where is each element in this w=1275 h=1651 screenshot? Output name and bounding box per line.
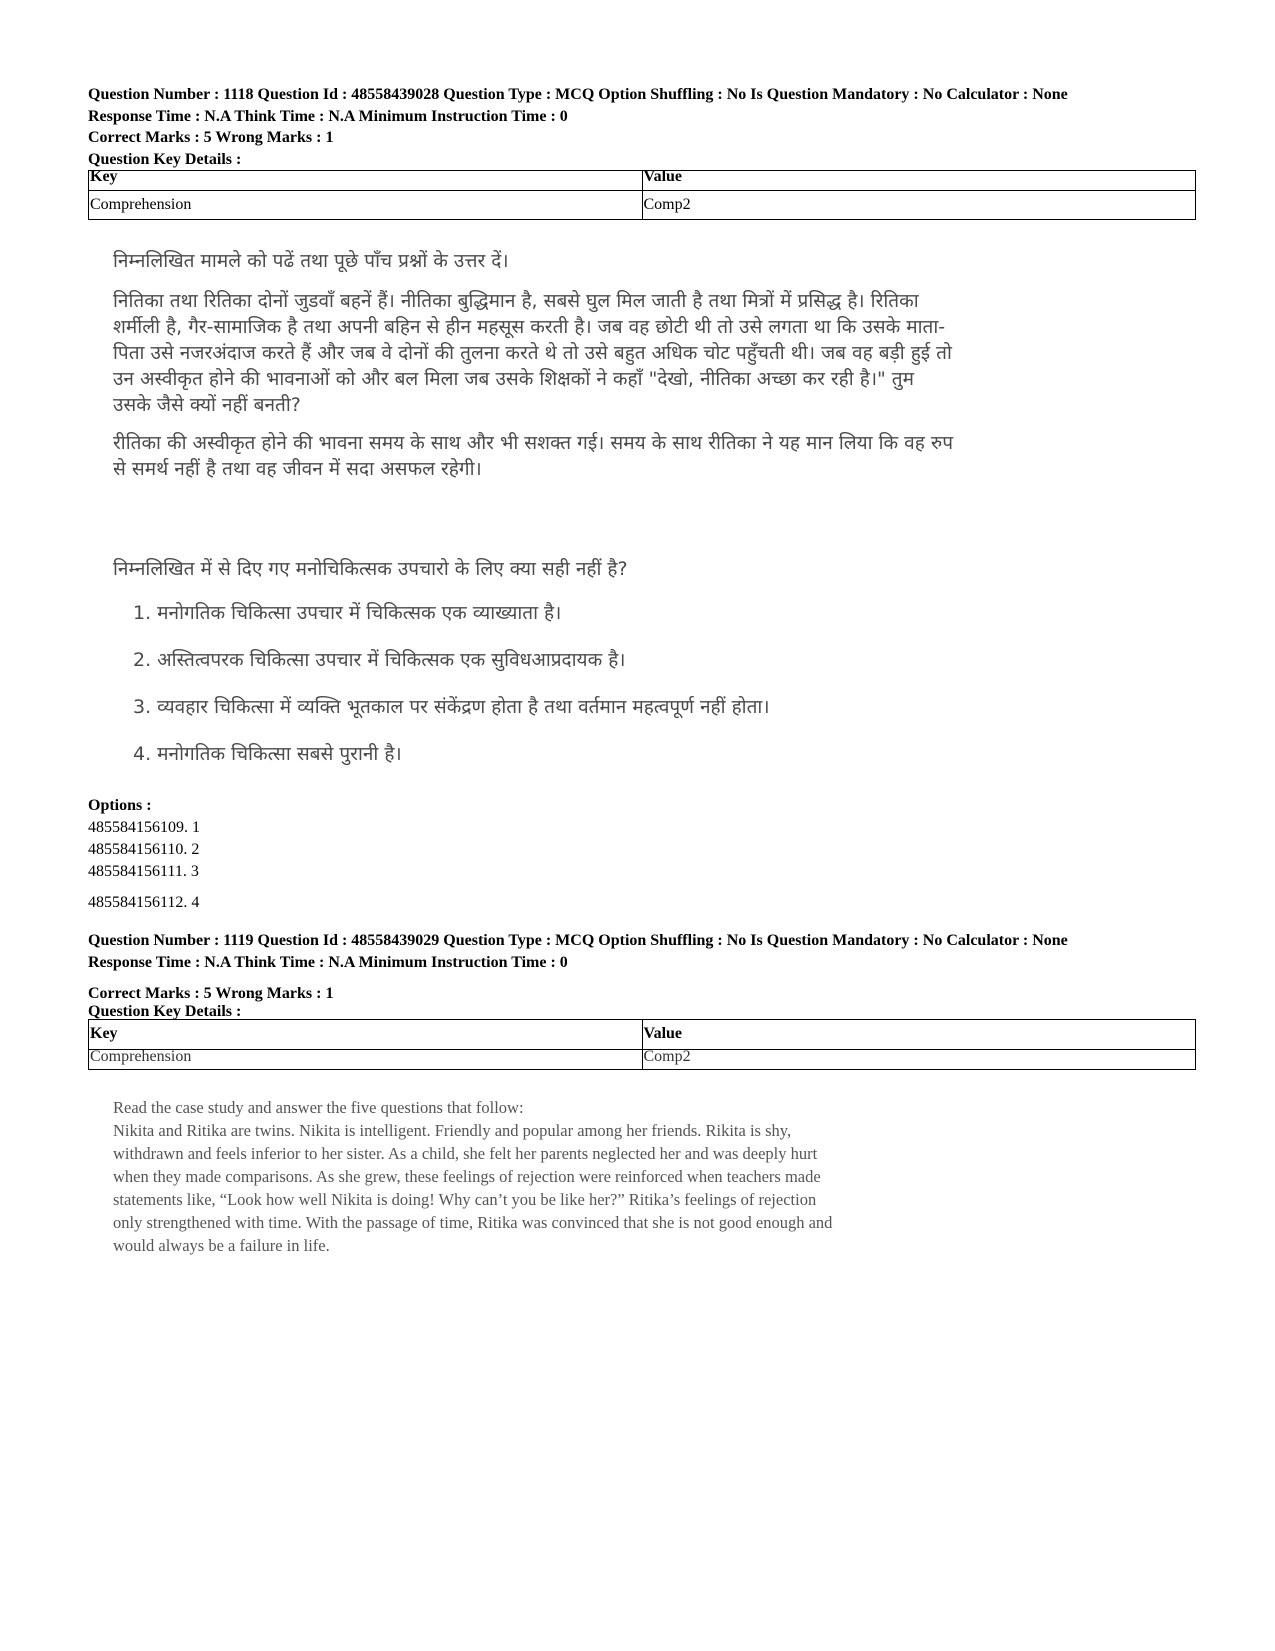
question-marks: Correct Marks : 5 Wrong Marks : 1 [88, 129, 334, 146]
table-cell-value: Comp2 [642, 191, 1196, 220]
option-item: 485584156111. 3 [88, 862, 199, 880]
passage-line: when they made comparisons. As she grew, these feelings of rejection were reinforced when teachers made [113, 1167, 821, 1186]
passage-line: only strengthened with time. With the passage of time, Ritika was convinced that she is not good enough and [113, 1213, 833, 1232]
question-key-details-label: Question Key Details : [88, 150, 242, 168]
question-text: निम्नलिखित में से दिए गए मनोचिकित्सक उपचारो के लिए क्या सही नहीं है? [113, 558, 628, 580]
english-passage-image [113, 1096, 953, 1257]
option-item: 485584156112. 4 [88, 893, 200, 911]
passage-line: Nikita and Ritika are twins. Nikita is intelligent. Friendly and popular among her friends. Rikita is shy, [113, 1121, 792, 1140]
table-row [89, 1019, 1196, 1049]
table-cell-key: Comprehension [89, 1049, 643, 1069]
passage-line: withdrawn and feels inferior to her sister. As a child, she felt her parents neglected her and was deeply hurt [113, 1144, 818, 1163]
table-cell-key: Comprehension [89, 191, 643, 220]
question-meta-line: Question Number : 1119 Question Id : 48558439029 Question Type : MCQ Option Shuffling : No Is Question Mandatory : No Calculator : None [88, 932, 1068, 949]
question-key-table [88, 170, 1196, 220]
hindi-question-image [113, 556, 953, 767]
table-row [89, 1049, 1196, 1069]
statement-item: 3. व्यवहार चिकित्सा में व्यक्ति भूतकाल पर संकेंद्रण होता है तथा वर्तमान महत्वपूर्ण नहीं होता। [133, 696, 770, 718]
statement-item: 4. मनोगतिक चिकित्सा सबसे पुरानी है। [133, 743, 402, 765]
question-1119-header [88, 930, 1198, 1070]
options-block [88, 795, 200, 914]
table-header-value: Value [642, 1019, 1196, 1049]
question-key-table [88, 1019, 1196, 1070]
question-1118-header [88, 84, 1198, 220]
passage-paragraph: नितिका तथा रितिका दोनों जुडवाँ बहनें हैं। नीतिका बुद्धिमान है, सबसे घुल मिल जाती है तथा मित्रों में प्रसिद्ध है। रितिका शर्मीली है, गैर-सामाजिक है तथा अपनी बहिन से हीन महसूस करती है। जब वह छोटी थी तो उसे लगता था कि उसके माता-पिता उसे नजरअंदाज करते हैं और जब वे दोनों की तुलना करते थे तो उसे बहुत अधिक चोट पहुँचती थी। जब वह बड़ी हुई तो उन अस्वीकृत होने की भावनाओं को और बल मिला जब उसके शिक्षकों ने कहाँ "देखो, नीतिका अच्छा कर रही है।" तुम उसके जैसे क्यों नहीं बनती? [113, 290, 952, 416]
options-label: Options : [88, 797, 152, 814]
table-header-key: Key [89, 171, 643, 191]
option-item: 485584156110. 2 [88, 840, 200, 858]
statement-item: 1. मनोगतिक चिकित्सा उपचार में चिकित्सक एक व्याख्याता है। [133, 602, 562, 624]
passage-line: would always be a failure in life. [113, 1236, 330, 1255]
table-row [89, 171, 1196, 191]
passage-line: statements like, “Look how well Nikita is doing! Why can’t you be like her?” Ritika’s feelings of rejection [113, 1190, 817, 1209]
hindi-passage-image [113, 248, 953, 482]
table-header-value: Value [642, 171, 1196, 191]
question-marks: Correct Marks : 5 Wrong Marks : 1 [88, 985, 334, 1002]
passage-paragraph: रीतिका की अस्वीकृत होने की भावना समय के साथ और भी सशक्त गई। समय के साथ रीतिका ने यह मान लिया कि वह रुप से समर्थ नहीं है तथा वह जीवन में सदा असफल रहेगी। [113, 432, 954, 480]
statement-item: 2. अस्तित्वपरक चिकित्सा उपचार में चिकित्सक एक सुविधआप्रदायक है। [133, 649, 626, 671]
question-timing-line: Response Time : N.A Think Time : N.A Minimum Instruction Time : 0 [88, 953, 568, 971]
table-header-key: Key [89, 1019, 643, 1049]
question-timing-line: Response Time : N.A Think Time : N.A Minimum Instruction Time : 0 [88, 107, 568, 125]
table-cell-value: Comp2 [642, 1049, 1196, 1069]
table-row [89, 191, 1196, 220]
passage-line: Read the case study and answer the five questions that follow: [113, 1098, 524, 1117]
option-item: 485584156109. 1 [88, 818, 200, 836]
question-meta-line: Question Number : 1118 Question Id : 48558439028 Question Type : MCQ Option Shuffling : No Is Question Mandatory : No Calculator : None [88, 86, 1068, 103]
question-key-details-label: Question Key Details : [88, 1004, 242, 1019]
passage-intro: निम्नलिखित मामले को पढें तथा पूछे पाँच प्रश्नों के उत्तर दें। [113, 250, 509, 272]
